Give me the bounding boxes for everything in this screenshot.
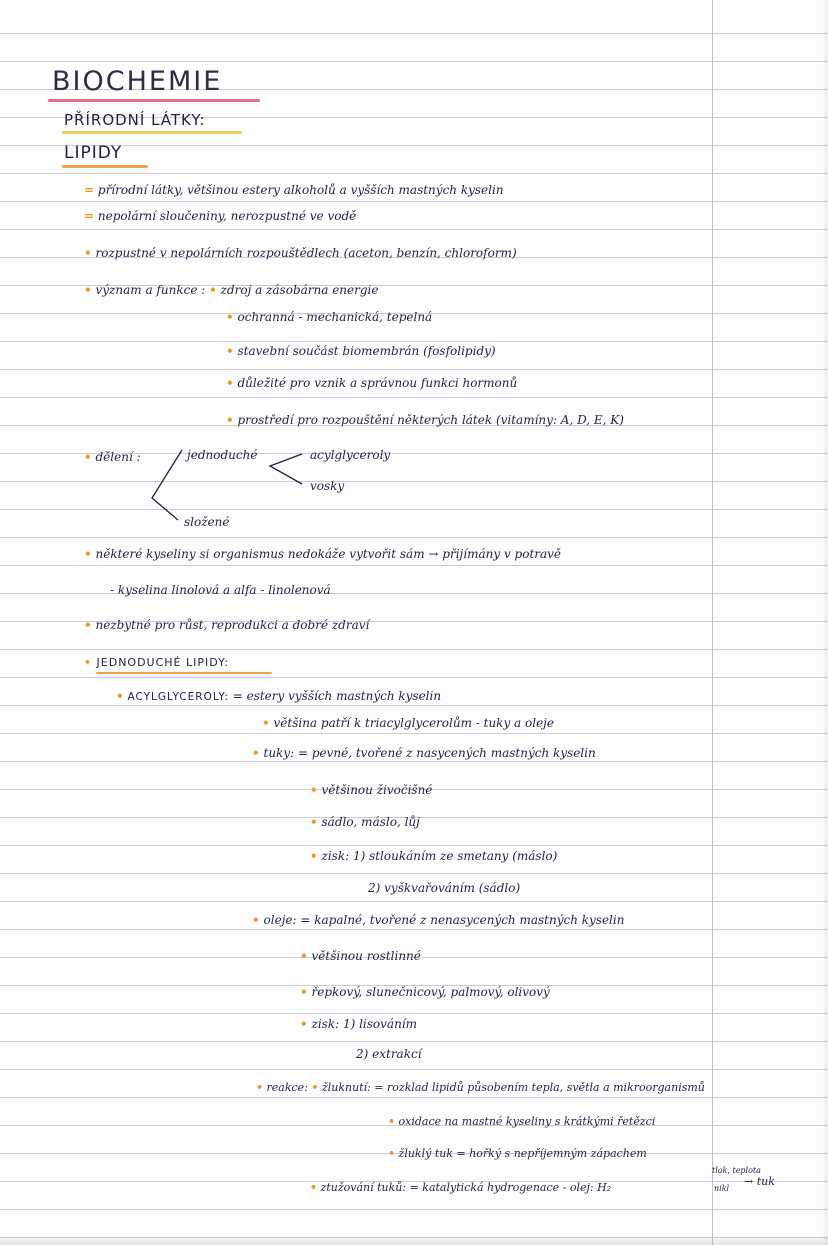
division-label: dělení : [95,450,141,464]
bullet-icon: • [252,913,260,927]
function-item: důležité pro vznik a správnou funkci hormonů [237,376,518,390]
fats-item-text: většinou živočišné [321,783,433,797]
reaction-condition-top: tlak, teplota [712,1166,761,1175]
function-label: význam a funkce : [95,283,206,297]
bullet-icon: • [388,1115,396,1128]
reactions-line [256,1080,705,1096]
bullet-icon: • [310,783,318,797]
fats-line [252,745,596,761]
acids-text: některé kyseliny si organismus nedokáže vytvořit sám → přijímány v potravě [95,547,562,561]
bullet-icon: • [310,1181,318,1194]
function-item: stavební součást biomembrán (fosfolipidy) [237,344,496,358]
fats-item-continued: 2) vyškvařováním (sádlo) [368,881,521,895]
bullet-icon: • [256,1081,264,1094]
bullet-icon: • [262,716,270,730]
bullet-icon: • [226,310,234,324]
acylglycerols-note [262,715,554,731]
function-item: ochranná - mechanická, tepelná [237,310,433,324]
fats-item [310,848,557,864]
bullet-icon: • [84,656,93,669]
page-edge [822,0,828,1245]
acylglycerols-heading: ACYLGLYCEROLY: [127,691,229,703]
oils-definition: oleje: = kapalné, tvořené z nenasycených mastných kyselin [263,913,625,927]
oils-item [300,1016,417,1032]
reaction-item [388,1114,655,1130]
oils-item-continued: 2) extrakcí [356,1047,422,1061]
equals-mark: = [84,183,95,197]
equals-mark: = [84,209,95,223]
reaction-text: žluklý tuk = hořký s nepříjemným zápachem [398,1147,647,1160]
oils-item-text: zisk: 1) lisováním [311,1017,418,1031]
note-text: rozpustné v nepolárních rozpouštědlech (aceton, benzín, chloroform) [95,246,517,260]
simple-lipids-underline [96,672,272,674]
bullet-icon: • [300,1017,308,1031]
division-acylglycerols: acylglyceroly [310,448,391,462]
bullet-icon: • [84,547,92,561]
oils-item-text: řepkový, slunečnicový, palmový, olivový [311,985,550,999]
function-item: zdroj a zásobárna energie [220,283,379,297]
fats-item-text: sádlo, máslo, lůj [321,815,420,829]
bullet-icon: • [388,1147,396,1160]
bullet-icon: • [84,246,92,260]
reactions-label: reakce: [266,1081,308,1094]
simple-lipids-heading-line [84,655,229,671]
fats-definition: tuky: = pevné, tvořené z nasycených mastných kyselin [263,746,596,760]
bullet-icon: • [300,949,308,963]
bullet-icon: • [310,849,318,863]
acids-necessity-line [84,617,369,633]
oils-line [252,912,624,928]
fats-item-text: zisk: 1) stloukáním ze smetany (máslo) [321,849,558,863]
simple-lipids-heading: JEDNODUCHÉ LIPIDY: [96,656,230,669]
reaction-product: → tuk [744,1175,775,1188]
bullet-icon: • [209,283,217,297]
page-bottom-edge [0,1235,828,1245]
bullet-icon: • [226,376,234,390]
bullet-icon: • [300,985,308,999]
function-item: prostředí pro rozpouštění některých látek (vitamíny: A, D, E, K) [237,413,624,427]
bullet-icon: • [116,689,124,703]
acids-line [84,546,561,562]
acylglycerols-line [116,688,441,705]
bullet-icon: • [226,344,234,358]
acylglycerols-note-text: většina patří k triacylglycerolům - tuky a oleje [273,716,554,730]
acylglycerols-definition: = estery vyšších mastných kyselin [232,689,442,703]
oils-item-text: většinou rostlinné [311,949,421,963]
bullet-icon: • [311,1081,319,1094]
bullet-icon: • [252,746,260,760]
section-title: LIPIDY [64,143,123,163]
oils-item [300,948,421,964]
subtitle: PŘÍRODNÍ LÁTKY: [64,111,206,129]
acids-example: - kyselina linolová a alfa - linolenová [110,583,331,597]
reaction-condition-bottom: nikl [714,1184,730,1193]
division-complex: složené [184,515,230,529]
definition-text: nepolární sloučeniny, nerozpustné ve vodě [97,209,357,223]
definition-text: přírodní látky, většinou estery alkoholů a vyšších mastných kyselin [97,183,504,197]
division-simple: jednoduché [187,448,258,462]
oils-item [300,984,550,1000]
page-title: BIOCHEMIE [52,66,223,97]
reaction-item [388,1146,647,1162]
fats-item [310,814,420,830]
bullet-icon: • [84,283,92,297]
bullet-icon: • [226,413,234,427]
bullet-icon: • [84,450,92,464]
reaction-text: ztužování tuků: = katalytická hydrogenace - olej: H₂ [320,1181,612,1194]
bullet-icon: • [84,618,92,632]
acids-necessity-text: nezbytné pro růst, reprodukci a dobré zdraví [95,618,370,632]
division-waxes: vosky [310,479,345,493]
bullet-icon: • [310,815,318,829]
fats-item [310,782,432,798]
reaction-item [310,1180,611,1196]
reaction-text: žluknutí: = rozklad lipidů působením tepla, světla a mikroorganismů [321,1081,705,1094]
reaction-text: oxidace na mastné kyseliny s krátkými řetězci [398,1115,656,1128]
